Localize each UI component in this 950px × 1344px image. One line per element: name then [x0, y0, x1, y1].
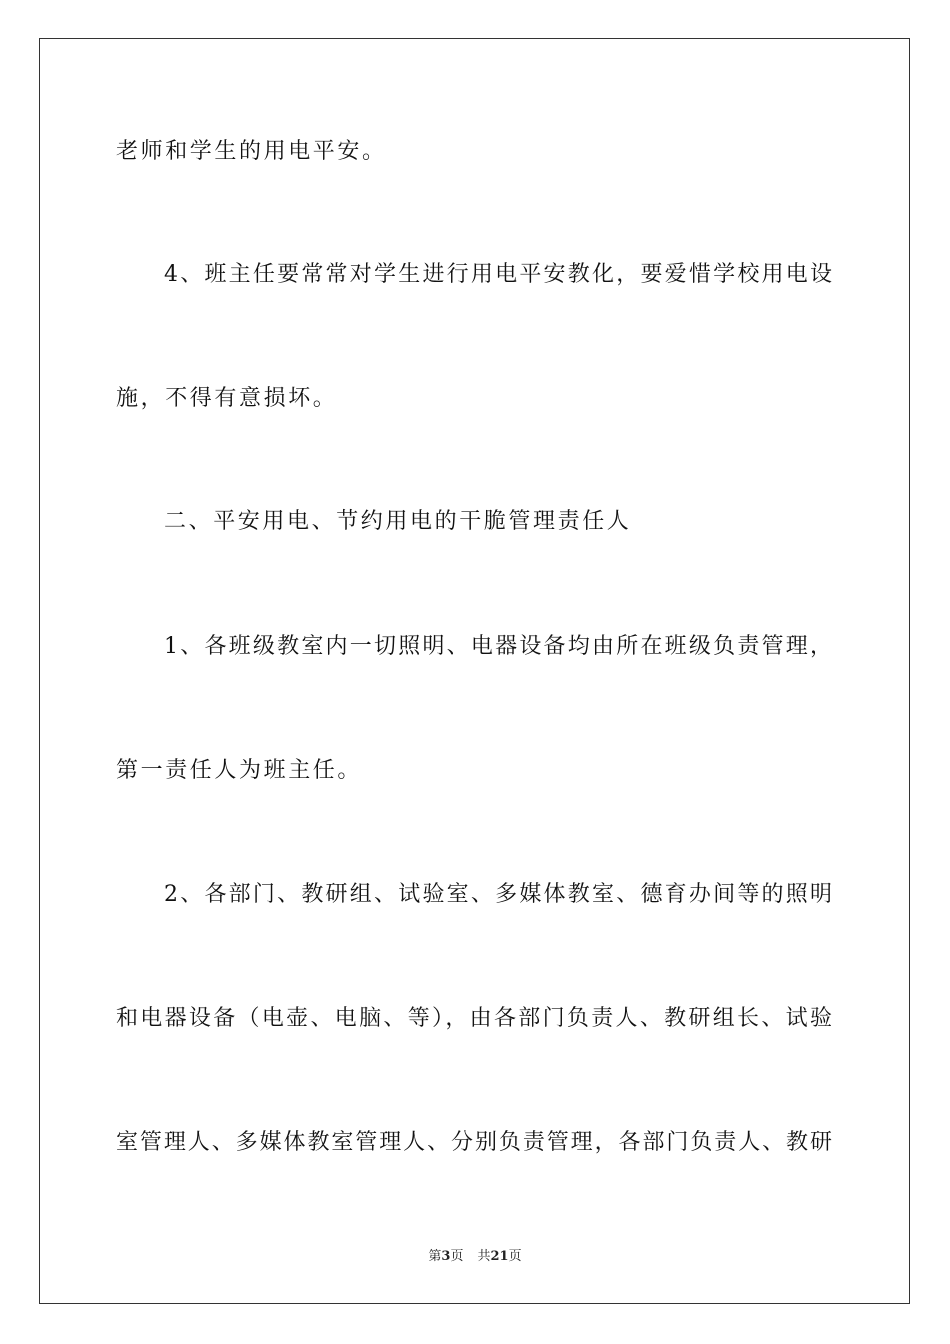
paragraph-line: 室管理人、多媒体教室管理人、分别负责管理，各部门负责人、教研	[116, 1130, 832, 1155]
paragraph-line: 4、班主任要常常对学生进行用电平安教化，要爱惜学校用电设	[164, 262, 832, 287]
paragraph-line: 2、各部门、教研组、试验室、多媒体教室、德育办间等的照明	[164, 882, 832, 907]
paragraph-line: 老师和学生的用电平安。	[116, 139, 387, 164]
current-page-number: 3	[441, 1249, 451, 1264]
page-number-footer	[0, 1248, 950, 1266]
total-suffix: 页	[508, 1249, 522, 1264]
page-suffix: 页	[450, 1249, 464, 1264]
paragraph-line: 第一责任人为班主任。	[116, 758, 363, 783]
page-prefix: 第	[428, 1249, 442, 1264]
section-heading: 二、平安用电、节约用电的干脆管理责任人	[164, 509, 632, 534]
page-border	[39, 38, 910, 1304]
paragraph-line: 施，不得有意损坏。	[116, 386, 338, 411]
total-prefix: 共	[477, 1249, 491, 1264]
paragraph-line: 和电器设备（电壶、电脑、等），由各部门负责人、教研组长、试验	[116, 1006, 832, 1031]
total-page-count: 21	[490, 1249, 509, 1264]
paragraph-line: 1、各班级教室内一切照明、电器设备均由所在班级负责管理，	[164, 634, 832, 659]
